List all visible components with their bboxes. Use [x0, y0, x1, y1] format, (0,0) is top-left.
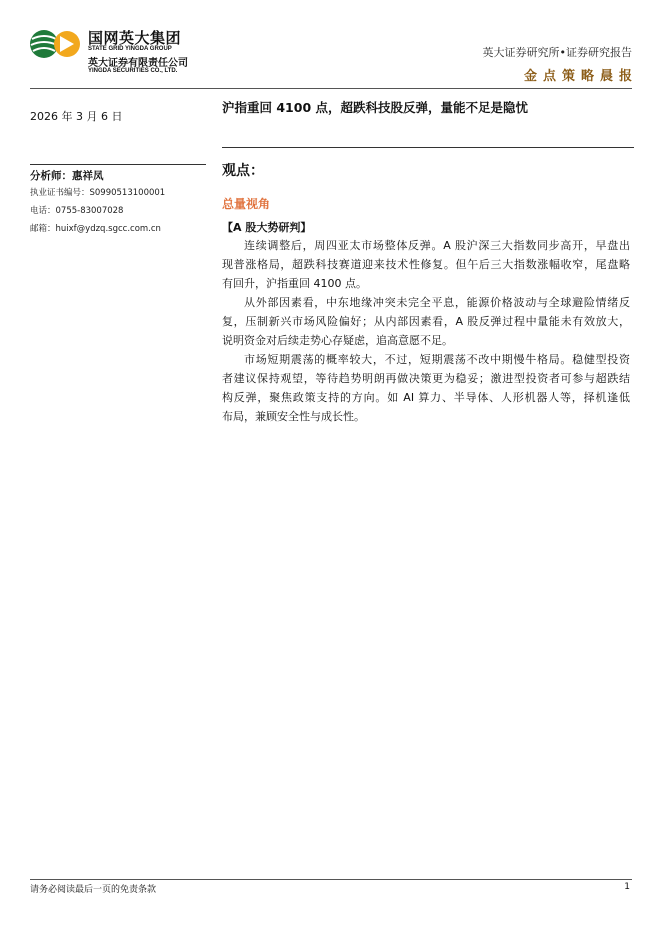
paragraph-line: 说明资金对后续走势心存疑虑，追高意愿不足。 [222, 334, 453, 347]
paragraph-line: 构反弹，聚焦政策支持的方向。如 AI 算力、半导体、人形机器人等，择机逢低 [222, 391, 630, 404]
logo-company-name: 英大证券有限责任公司 [88, 58, 188, 69]
report-date: 2026 年 3 月 6 日 [30, 110, 123, 123]
subsection-heading: 【A 股大势研判】 [222, 221, 312, 234]
title-divider [222, 147, 634, 148]
paragraph-line: 从外部因素看，中东地缘冲突未完全平息，能源价格波动与全球避险情绪反 [244, 296, 630, 309]
analyst-phone: 电话：0755-83007028 [30, 206, 124, 216]
disclaimer-note: 请务必阅读最后一页的免责条款 [30, 885, 157, 895]
logo-group-name: 国网英大集团 [88, 29, 182, 47]
page-number: 1 [624, 882, 630, 892]
logo-company-name-en: YINGDA SECURITIES CO., LTD. [88, 68, 178, 74]
footer-divider [30, 879, 632, 880]
analyst-name: 分析师：惠祥凤 [30, 170, 104, 182]
analyst-divider [30, 164, 206, 165]
paragraph-line: 现普涨格局，超跌科技赛道迎来技术性修复。但午后三大指数涨幅收窄，尾盘略 [222, 258, 630, 271]
paragraph-line: 复，压制新兴市场风险偏好；从内部因素看，A 股反弹过程中量能未有效放大， [222, 315, 630, 328]
logo-emblem-icon [30, 27, 80, 61]
company-logo [30, 27, 220, 79]
paragraph-1 [222, 236, 630, 293]
views-heading: 观点： [222, 163, 264, 179]
paragraph-3 [222, 350, 630, 426]
paragraph-2 [222, 293, 630, 350]
institute-label: 英大证券研究所•证券研究报告 [482, 46, 632, 59]
paragraph-line: 市场短期震荡的概率较大，不过，短期震荡不改中期慢牛格局。稳健型投资 [244, 353, 630, 366]
paragraph-line: 连续调整后，周四亚太市场整体反弹。A 股沪深三大指数同步高开，早盘出 [244, 239, 630, 252]
report-type-label: 金点策略晨报 [523, 69, 638, 84]
header-divider [30, 88, 632, 89]
paragraph-line: 有回升，沪指重回 4100 点。 [222, 277, 367, 290]
report-title: 沪指重回 4100 点，超跌科技股反弹，量能不足是隐忧 [222, 100, 528, 115]
analyst-email[interactable]: 邮箱：huixf@ydzq.sgcc.com.cn [30, 224, 161, 234]
logo-group-name-en: STATE GRID YINGDA GROUP [88, 46, 172, 52]
paragraph-line: 布局，兼顾安全性与成长性。 [222, 410, 365, 423]
analyst-cert: 执业证书编号：S0990513100001 [30, 188, 166, 198]
section-heading: 总量视角 [222, 197, 271, 211]
paragraph-line: 者建议保持观望，等待趋势明朗再做决策更为稳妥；激进型投资者可参与超跌结 [222, 372, 630, 385]
